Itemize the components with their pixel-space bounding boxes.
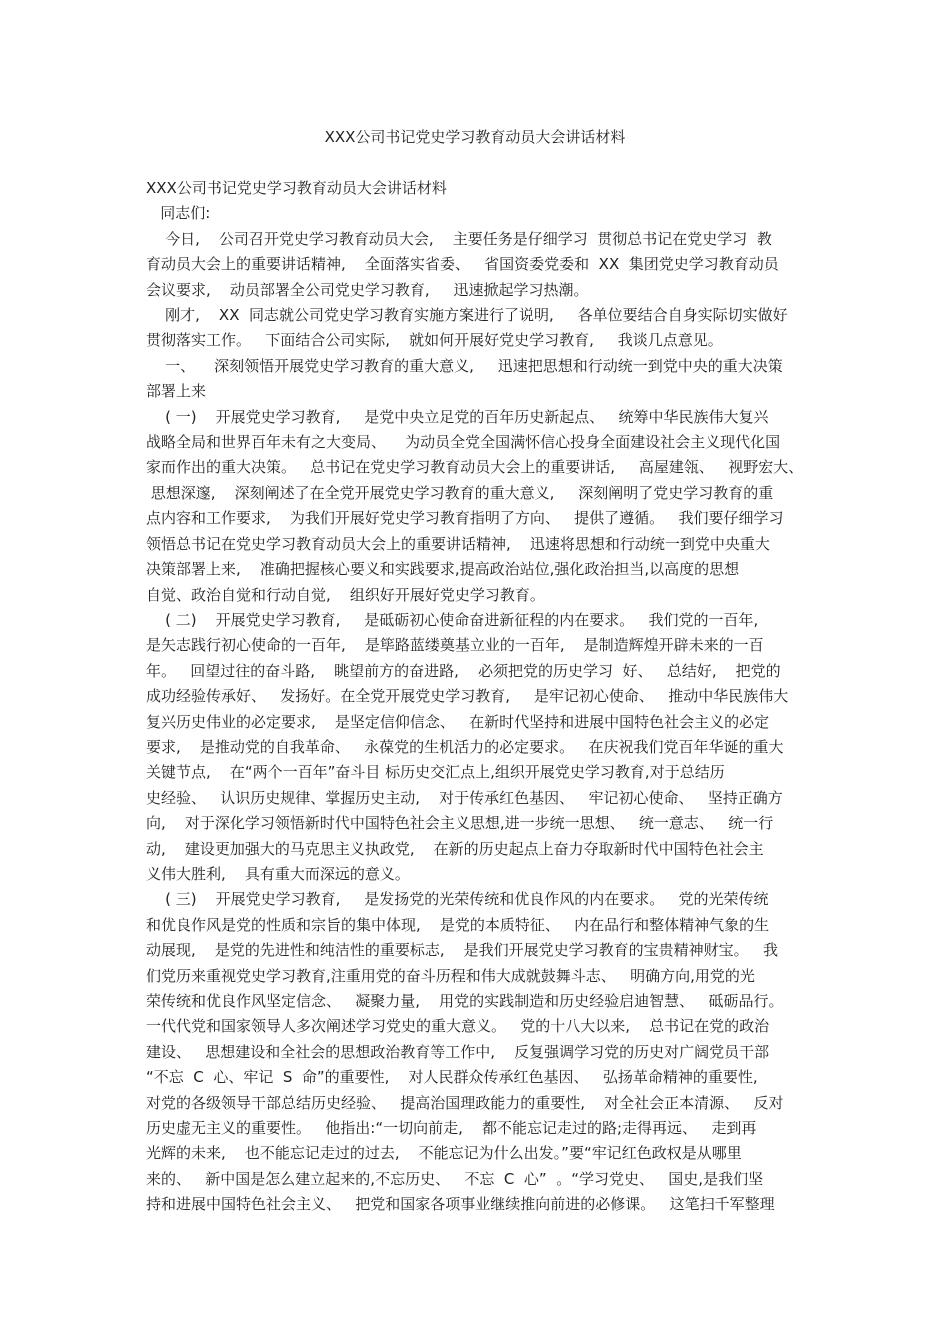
text-line: 一代代党和国家领导人多次阐述学习党史的重大意义。 党的十八大以来, 总书记在党的政治 [146,1017,770,1036]
text-line: 要求, 是推动党的自我革命、 永葆党的生机活力的必定要求。 在庆祝我们党百年华诞的重大 [146,737,784,756]
text-line: 复兴历史伟业的必定要求, 是坚定信仰信念、 在新时代坚持和进展中国特色社会主义的必定 [146,712,770,731]
text-line: “不忘 C 心、牢记 S 命”的重要性, 对人民群众传承红色基因、 弘扬革命精神的重要性, [146,1068,758,1087]
text-line: ( 三) 开展党史学习教育, 是发扬党的光荣传统和优良作风的内在要求。 党的光荣传统 [146,890,769,909]
text-line: ( 一) 开展党史学习教育, 是党中央立足党的百年历史新起点、 统筹中华民族伟大复兴 [146,407,769,426]
document-title: XXX公司书记党史学习教育动员大会讲话材料 [324,128,626,146]
text-line: 对党的各级领导干部总结历史经验、 提高治国理政能力的重要性, 对全社会正本清源、 反对 [146,1093,784,1112]
text-line: 会议要求, 动员部署全公司党史学习教育, 迅速掀起学习热潮。 [146,280,589,299]
text-line: 义伟大胜利, 具有重大而深远的意义。 [146,864,410,883]
text-line: 点内容和工作要求, 为我们开展好党史学习教育指明了方向、 提供了遵循。 我们要仔细学习 [146,509,784,528]
text-line: 刚才, XX 同志就公司党史学习教育实施方案进行了说明, 各单位要结合自身实际切实做好 [146,306,788,325]
text-line: 一、 深刻领悟开展党史学习教育的重大意义, 迅速把思想和行动统一到党中央的重大决策 [146,356,783,375]
text-line: 荣传统和优良作风坚定信念、 凝聚力量, 用党的实践制造和历史经验启迪智慧、 砥砺品行。 [146,992,784,1010]
text-line: 是矢志践行初心使命的一百年, 是筚路蓝缕奠基立业的一百年, 是制造辉煌开辟未来的一百 [146,636,764,655]
text-line: 来的、 新中国是怎么建立起来的,不忘历史、 不忘 C 心” 。“学习党史、 国史,是我们坚 [146,1169,764,1188]
text-line: 今日, 公司召开党史学习教育动员大会, 主要任务是仔细学习 贯彻总书记在党史学习 教 [146,229,772,248]
text-line: 领悟总书记在党史学习教育动员大会上的重要讲话精神, 迅速将思想和行动统一到党中央重大 [146,534,770,553]
text-line: 部署上来 [146,382,207,401]
text-line: 贯彻落实工作。 下面结合公司实际, 就如何开展好党史学习教育, 我谈几点意见。 [146,331,723,350]
text-line: ( 二) 开展党史学习教育, 是砥砺初心使命奋进新征程的内在要求。 我们党的一百年, [146,610,759,629]
text-line: 成功经验传承好、 发扬好。在全党开展党史学习教育, 是牢记初心使命、 推动中华民族伟大 [146,687,789,706]
text-line: 战略全局和世界百年未有之大变局、 为动员全党全国满怀信心投身全面建设社会主义现代化国 [146,433,781,452]
text-line: 持和进展中国特色社会主义、 把党和国家各项事业继续推向前进的必修课。 这笔扫千军整理 [146,1195,775,1214]
text-line: 建设、 思想建设和全社会的思想政治教育等工作中, 反复强调学习党的历史对广阔党员干部 [146,1042,770,1061]
text-line: 史经验、 认识历史规律、掌握历史主动, 对于传承红色基因、 牢记初心使命、 坚持正确方 [146,788,783,807]
text-line: 关键节点, 在“两个一百年”奋斗目 标历史交汇点上,组织开展党史学习教育,对于总结历 [146,763,725,782]
text-line: 决策部署上来, 准确把握核心要义和实践要求,提高政治站位,强化政治担当,以高度的思想 [146,560,740,579]
text-line: 思想深邃, 深刻阐述了在全党开展党史学习教育的重大意义, 深刻阐明了党史学习教育的重 [146,483,774,502]
text-line: 家而作出的重大决策。 总书记在党史学习教育动员大会上的重要讲话, 高屋建瓴、 视野宏大、 [146,458,804,477]
text-line: XXX公司书记党史学习教育动员大会讲话材料 [146,179,447,197]
document-body [146,176,816,1218]
text-line: 自觉、政治自觉和行动自觉, 组织好开展好党史学习教育。 [146,585,545,604]
text-line: 们党历来重视党史学习教育,注重用党的奋斗历程和伟大成就鼓舞斗志、 明确方向,用党的光 [146,966,755,985]
text-line: 和优良作风是党的性质和宗旨的集中体现, 是党的本质特征、 内在品行和整体精神气象的生 [146,915,770,934]
text-line: 历史虚无主义的重要性。 他指出:“一切向前走, 都不能忘记走过的路;走得再远、 走到再 [146,1119,757,1138]
text-line: 动, 建设更加强大的马克思主义执政党, 在新的历史起点上奋力夺取新时代中国特色社会主 [146,839,764,858]
text-line: 年。 回望过往的奋斗路, 眺望前方的奋进路, 必须把党的历史学习 好、 总结好, 把党的 [146,661,781,680]
text-line: 动展现, 是党的先进性和纯洁性的重要标志, 是我们开展党史学习教育的宝贵精神财宝。 我 [146,941,778,960]
text-line: 同志们: [146,204,211,223]
text-line: 向, 对于深化学习领悟新时代中国特色社会主义思想,进一步统一思想、 统一意志、 统一行 [146,814,774,833]
text-line: 育动员大会上的重要讲话精神, 全面落实省委、 省国资委党委和 XX 集团党史学习教育动员 [146,255,779,274]
text-line: 光辉的未来, 也不能忘记走过的过去, 不能忘记为什么出发。”要“牢记红色政权是从哪里 [146,1144,742,1163]
